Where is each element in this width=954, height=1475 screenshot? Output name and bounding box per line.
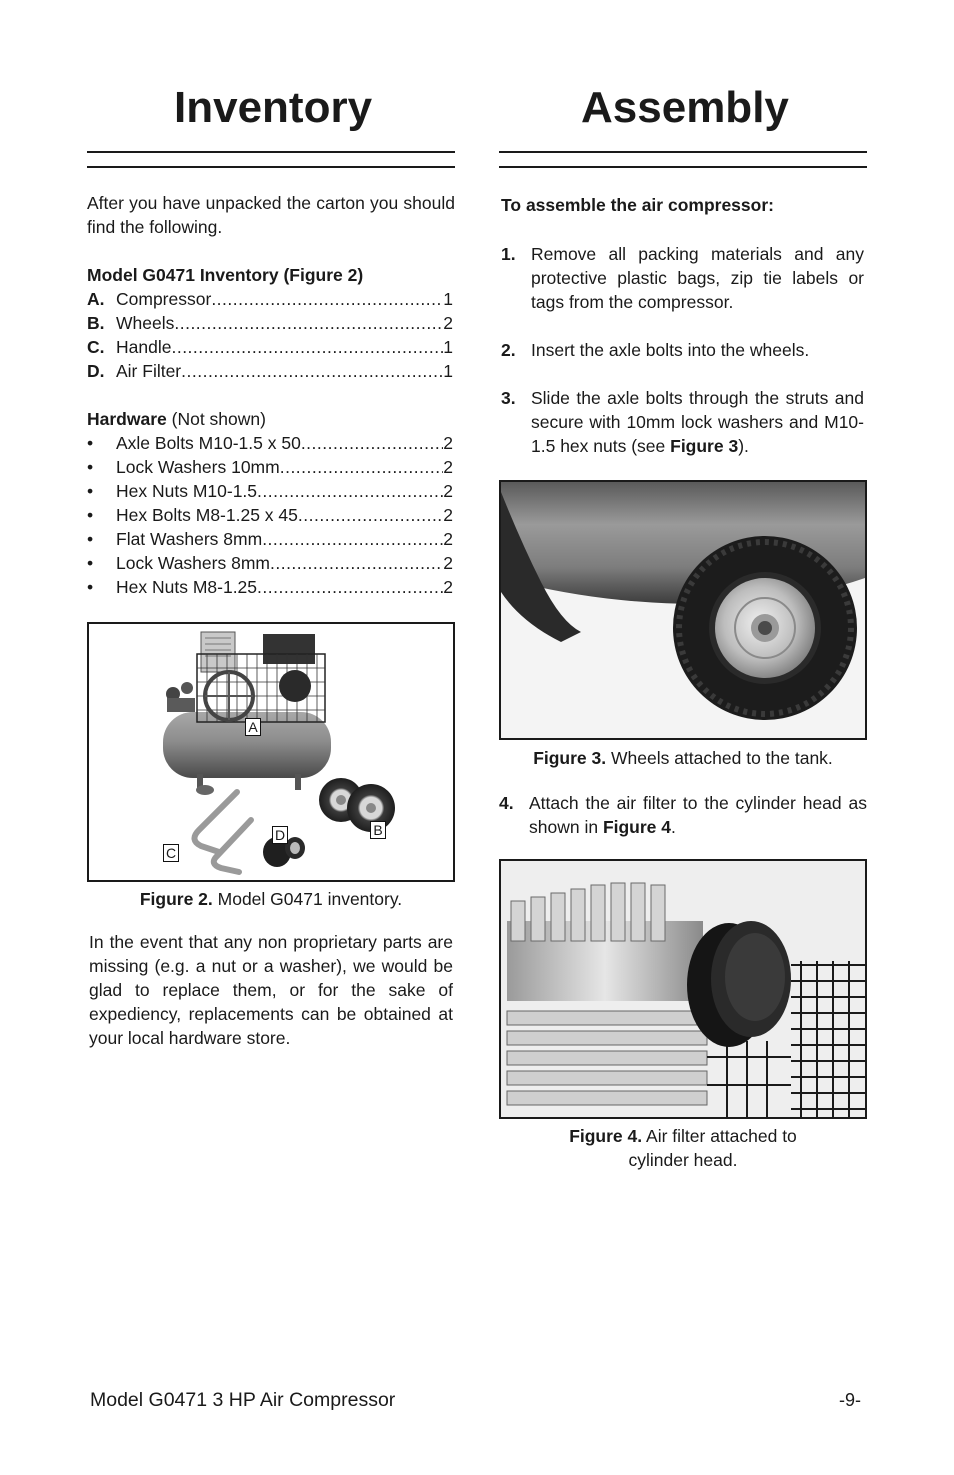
compressor-parts-illustration [89, 624, 453, 880]
figure-2-image [87, 622, 455, 882]
wheel-tank-photo [501, 482, 865, 738]
label-a: A [245, 718, 261, 736]
assembly-title: Assembly [581, 83, 789, 132]
assembly-step-1: 1. Remove all packing materials and any protective plastic bags, zip tie labels or tags from the compressor. [501, 244, 864, 312]
label-b: B [370, 821, 386, 839]
inventory-rule-bottom [87, 166, 455, 168]
footer-model: Model G0471 3 HP Air Compressor [90, 1389, 396, 1411]
assembly-rule-bottom [499, 166, 867, 168]
assembly-step-2: 2. Insert the axle bolts into the wheels. [501, 340, 810, 360]
handle-shape [194, 792, 251, 872]
hardware-item: • Flat Washers 8mm ..... 2 [87, 527, 453, 551]
hardware-heading: Hardware (Not shown) [87, 409, 266, 429]
label-c: C [163, 844, 179, 862]
inventory-list [87, 263, 453, 599]
inventory-rule-top [87, 151, 455, 153]
hardware-item: • Hex Nuts M10-1.5 ..... 2 [87, 479, 453, 503]
inventory-item: A. Compressor ..... 1 [87, 287, 453, 311]
missing-parts-paragraph: In the event that any non proprietary parts are missing (e.g. a nut or a washer), we would be glad to replace them, or for the sake of expediency, replacements can be obtained at your local hardware store. [89, 932, 453, 1048]
figure-3-image [499, 480, 867, 740]
hardware-item: • Lock Washers 8mm ..... 2 [87, 551, 453, 575]
assembly-rule-top [499, 151, 867, 153]
figure-2-caption: Figure 2. Model G0471 inventory. [139, 889, 403, 909]
assembly-step-4: 4. Attach the air filter to the cylinder head as shown in Figure 4. [499, 793, 867, 837]
inventory-intro: After you have unpacked the carton you should find the following. [87, 193, 455, 237]
model-inventory-heading: Model G0471 Inventory (Figure 2) [87, 265, 364, 285]
figure-4-caption: Figure 4. Air filter attached to cylinder head. [569, 1126, 797, 1170]
hardware-item: • Axle Bolts M10-1.5 x 50 ..... 2 [87, 431, 453, 455]
figure-3-caption: Figure 3. Wheels attached to the tank. [533, 748, 833, 768]
figure-4-image [499, 859, 867, 1119]
label-d: D [272, 826, 288, 844]
inventory-item: D. Air Filter ..... 1 [87, 359, 453, 383]
air-filter-photo [501, 861, 865, 1117]
hardware-item: • Hex Nuts M8-1.25 ..... 2 [87, 575, 453, 599]
page-number: -9- [839, 1390, 861, 1410]
inventory-item: C. Handle ..... 1 [87, 335, 453, 359]
inventory-title: Inventory [174, 83, 373, 132]
assembly-step-3: 3. Slide the axle bolts through the struts and secure with 10mm lock washers and M10-1.5 hex nuts (see Figure 3). [501, 388, 864, 456]
hardware-item: • Hex Bolts M8-1.25 x 45 ..... 2 [87, 503, 453, 527]
assembly-heading: To assemble the air compressor: [501, 195, 774, 215]
inventory-item: B. Wheels ..... 2 [87, 311, 453, 335]
hardware-item: • Lock Washers 10mm ..... 2 [87, 455, 453, 479]
